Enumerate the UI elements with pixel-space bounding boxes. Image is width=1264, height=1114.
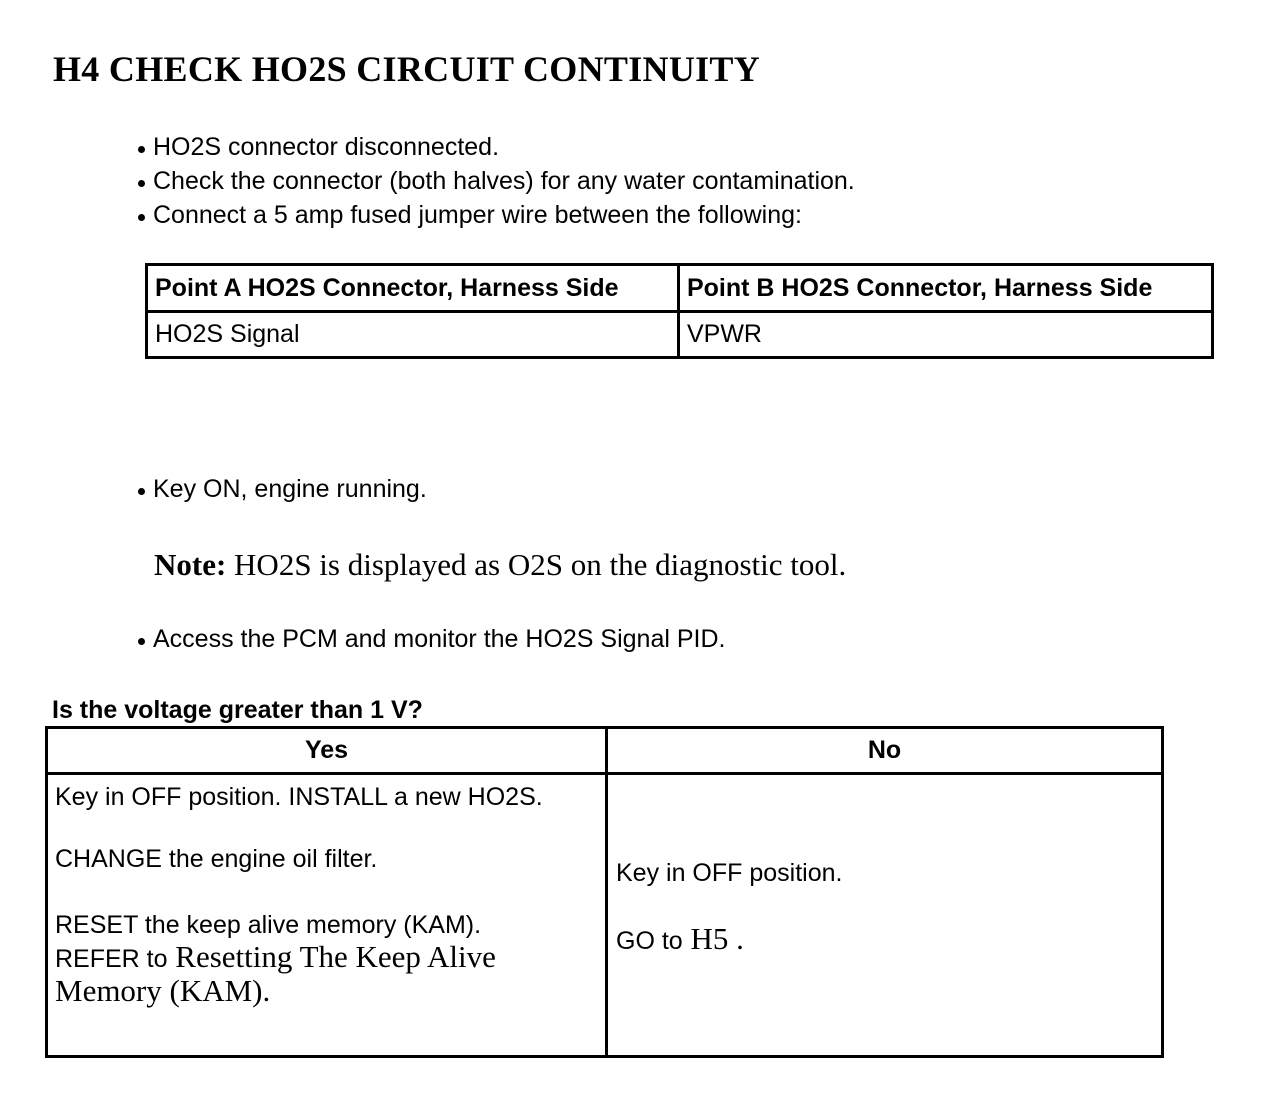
yes-cell <box>47 774 607 1057</box>
step-list-3 <box>136 622 725 656</box>
step-list-1 <box>136 130 855 232</box>
column-header: Point B HO2S Connector, Harness Side <box>678 265 1212 312</box>
list-item: HO2S connector disconnected. <box>136 130 855 164</box>
answer-table <box>45 726 1164 1058</box>
refer-prefix: REFER to <box>55 945 168 973</box>
yes-line-2: CHANGE the engine oil filter. <box>55 845 378 873</box>
goto-suffix: . <box>728 921 744 956</box>
question: Is the voltage greater than 1 V? <box>52 696 423 724</box>
goto-link[interactable]: H5 <box>682 921 729 956</box>
note-text: HO2S is displayed as O2S on the diagnostic tool. <box>226 547 847 582</box>
table-header-row <box>147 265 1213 312</box>
note <box>154 546 846 584</box>
column-header: Point A HO2S Connector, Harness Side <box>147 265 679 312</box>
refer-suffix: . <box>262 973 271 1008</box>
table-cell: HO2S Signal <box>147 312 679 358</box>
yes-line-1: Key in OFF position. INSTALL a new HO2S. <box>55 783 543 811</box>
table-row <box>47 774 1163 1057</box>
list-item: Connect a 5 amp fused jumper wire between the following: <box>136 198 855 232</box>
connector-table <box>145 263 1214 359</box>
yes-header: Yes <box>47 728 607 774</box>
list-item: Key ON, engine running. <box>136 472 427 506</box>
table-header-row <box>47 728 1163 774</box>
table-row <box>147 312 1213 358</box>
no-goto <box>616 923 1153 957</box>
no-header: No <box>607 728 1163 774</box>
list-item: Access the PCM and monitor the HO2S Signal PID. <box>136 622 725 656</box>
yes-refer <box>55 941 598 1009</box>
table-cell: VPWR <box>678 312 1212 358</box>
page-title: H4 CHECK HO2S CIRCUIT CONTINUITY <box>53 49 761 89</box>
no-line-1: Key in OFF position. <box>616 859 843 887</box>
yes-line-3: RESET the keep alive memory (KAM). <box>55 911 482 939</box>
note-label: Note: <box>154 547 227 582</box>
list-item: Check the connector (both halves) for any water contamination. <box>136 164 855 198</box>
step-list-2 <box>136 472 427 506</box>
goto-prefix: GO to <box>616 927 683 955</box>
refer-link[interactable]: Resetting The Keep Alive Memory (KAM) <box>55 939 496 1008</box>
no-cell <box>607 774 1163 1057</box>
